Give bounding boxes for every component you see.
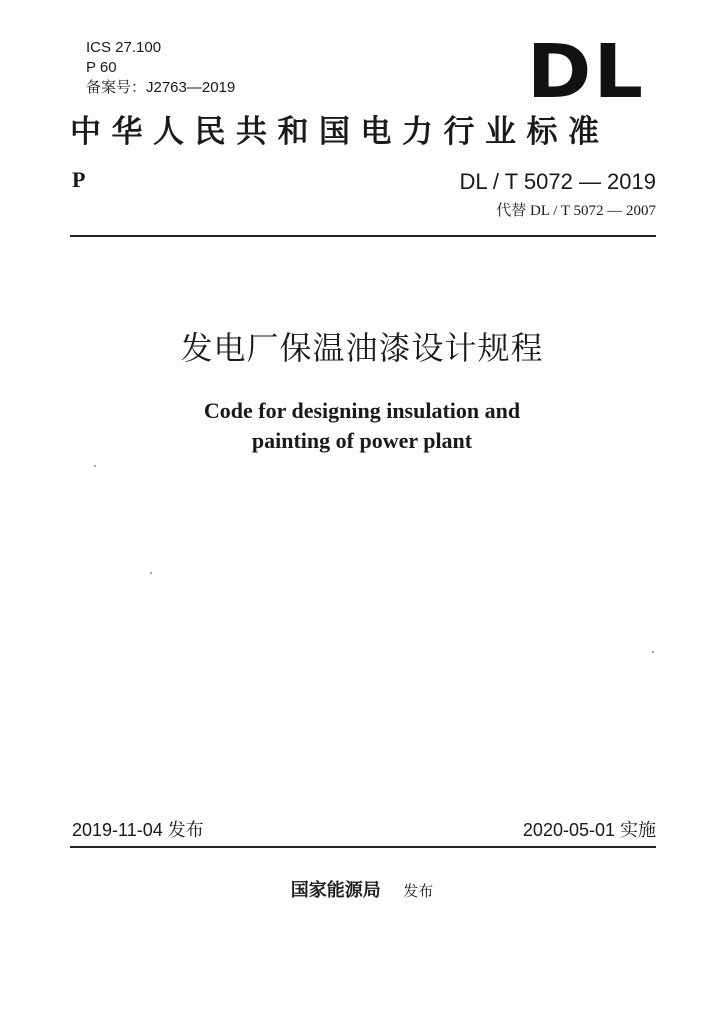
filing-number: 备案号：J2763—2019 [86,79,236,96]
category-code: P 60 [86,59,117,76]
ics-code: ICS 27.100 [86,39,162,56]
issue-date: 2019-11-04 发布 [72,820,204,840]
footer-divider [70,846,656,848]
scan-speck [150,572,152,574]
classification-block [86,38,235,98]
publisher-organization: 国家能源局 [290,880,381,901]
publisher-action: 发布 [403,882,434,900]
english-title-line-1: Code for designing insulation and [203,398,521,423]
english-title [0,396,724,456]
standard-code: DL / T 5072 — 2019 [459,169,656,194]
implementation-date: 2020-05-01 实施 [522,820,656,840]
replaces-standard: 代替 DL / T 5072 — 2007 [496,203,656,219]
english-title-line-2: painting of power plant [251,428,473,453]
standard-type-heading: 中华人民共和国电力行业标准 [70,114,610,150]
header-divider [70,235,656,237]
scan-speck [94,465,96,467]
category-letter: P [72,167,86,192]
dl-logo: DL [526,29,646,115]
chinese-title: 发电厂保温油漆设计规程 [180,329,544,367]
publisher-line [0,878,724,905]
scan-speck [652,651,654,653]
